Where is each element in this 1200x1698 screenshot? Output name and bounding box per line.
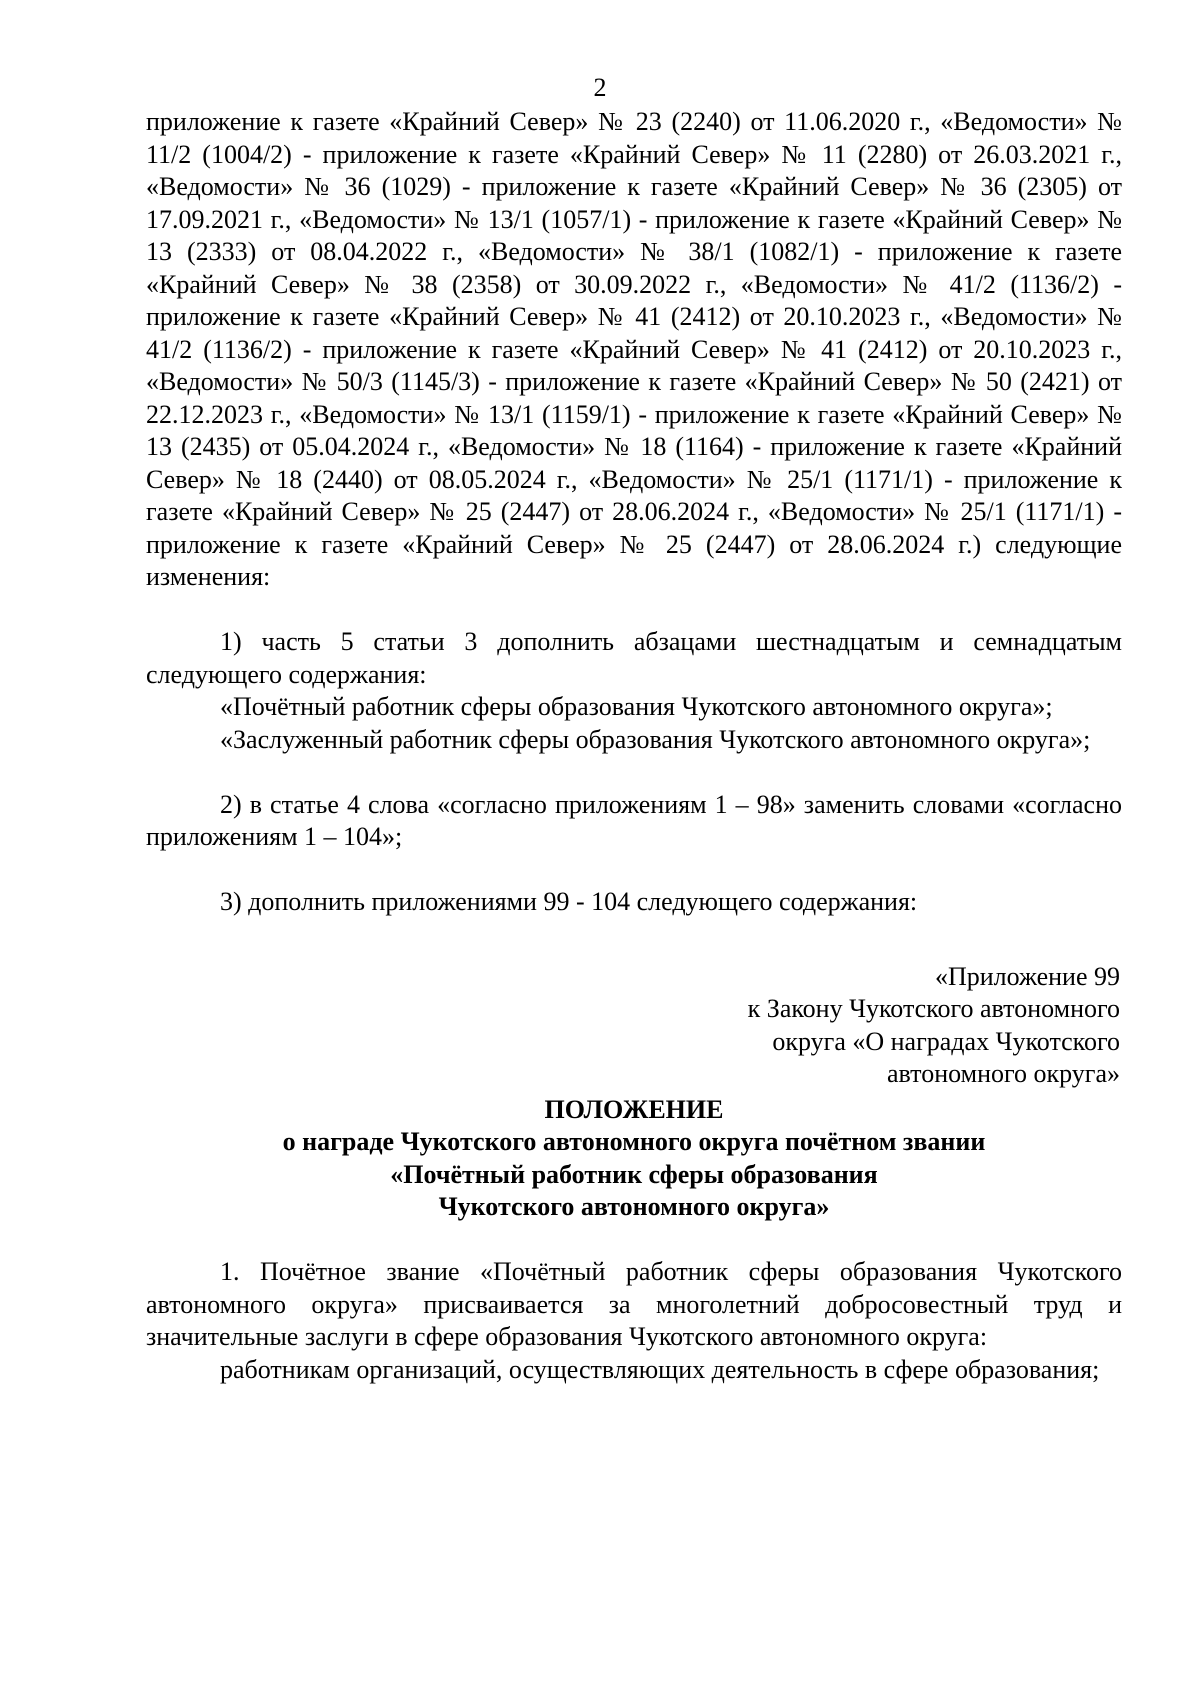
- document-body: [146, 106, 1122, 1386]
- page-number: 2: [593, 73, 607, 102]
- amendment-item-1-quote-1: «Почётный работник сферы образования Чукотского автономного округа»;: [220, 692, 1053, 721]
- regulation-clause-1: 1. Почётное звание «Почётный работник сферы образования Чукотского автономного округа» присваивается за многолетний добросовестный труд и значительные заслуги в сфере образования Чукотского автономного округа:: [146, 1257, 1122, 1351]
- appendix-line-2: к Закону Чукотского автономного: [747, 994, 1120, 1023]
- regulation-subtitle-2: «Почётный работник сферы образования: [390, 1159, 878, 1189]
- appendix-line-4: автономного округа»: [887, 1059, 1120, 1088]
- amendment-item-3: 3) дополнить приложениями 99 - 104 следующего содержания:: [220, 887, 918, 916]
- regulation-clause-1-item: работникам организаций, осуществляющих деятельность в сфере образования;: [220, 1354, 1100, 1384]
- regulation-title: ПОЛОЖЕНИЕ: [544, 1094, 724, 1124]
- amendment-item-2: 2) в статье 4 слова «согласно приложениям 1 – 98» заменить словами «согласно приложениям 1 – 104»;: [146, 789, 1122, 851]
- appendix-line-1: «Приложение 99: [934, 961, 1120, 991]
- amendment-item-1: 1) часть 5 статьи 3 дополнить абзацами шестнадцатым и семнадцатым следующего содержания:: [146, 627, 1122, 689]
- opening-paragraph: приложение к газете «Крайний Север» № 23 (2240) от 11.06.2020 г., «Ведомости» № 11/2 (1004/2) - приложение к газете «Крайний Север» № 11 (2280) от 26.03.2021 г., «Ведомости» № 36 (1029) - приложение к газете «Крайний Север» № 36 (2305) от 17.09.2021 г., «Ведомости» № 13/1 (1057/1) - приложение к газете «Крайний Север» № 13 (2333) от 08.04.2022 г., «Ведомости» № 38/1 (1082/1) - приложение к газете «Крайний Север» № 38 (2358) от 30.09.2022 г., «Ведомости» № 41/2 (1136/2) - приложение к газете «Крайний Север» № 41 (2412) от 20.10.2023 г., «Ведомости» № 41/2 (1136/2) - приложение к газете «Крайний Север» № 41 (2412) от 20.10.2023 г., «Ведомости» № 50/3 (1145/3) - приложение к газете «Крайний Север» № 50 (2421) от 22.12.2023 г., «Ведомости» № 13/1 (1159/1) - приложение к газете «Крайний Север» № 13 (2435) от 05.04.2024 г., «Ведомости» № 18 (1164) - приложение к газете «Крайний Север» № 18 (2440) от 08.05.2024 г., «Ведомости» № 25/1 (1171/1) - приложение к газете «Крайний Север» № 25 (2447) от 28.06.2024 г., «Ведомости» № 25/1 (1171/1) - приложение к газете «Крайний Север» № 25 (2447) от 28.06.2024 г.) следующие изменения:: [146, 107, 1122, 591]
- regulation-subtitle-3: Чукотского автономного округа»: [438, 1192, 830, 1221]
- appendix-header: [146, 961, 1122, 1091]
- regulation-subtitle-1: о награде Чукотского автономного округа почётном звании: [282, 1127, 986, 1156]
- appendix-line-3: округа «О наградах Чукотского: [772, 1026, 1120, 1056]
- amendment-item-1-quote-2: «Заслуженный работник сферы образования Чукотского автономного округа»;: [220, 724, 1091, 754]
- regulation-title-block: [146, 1094, 1122, 1224]
